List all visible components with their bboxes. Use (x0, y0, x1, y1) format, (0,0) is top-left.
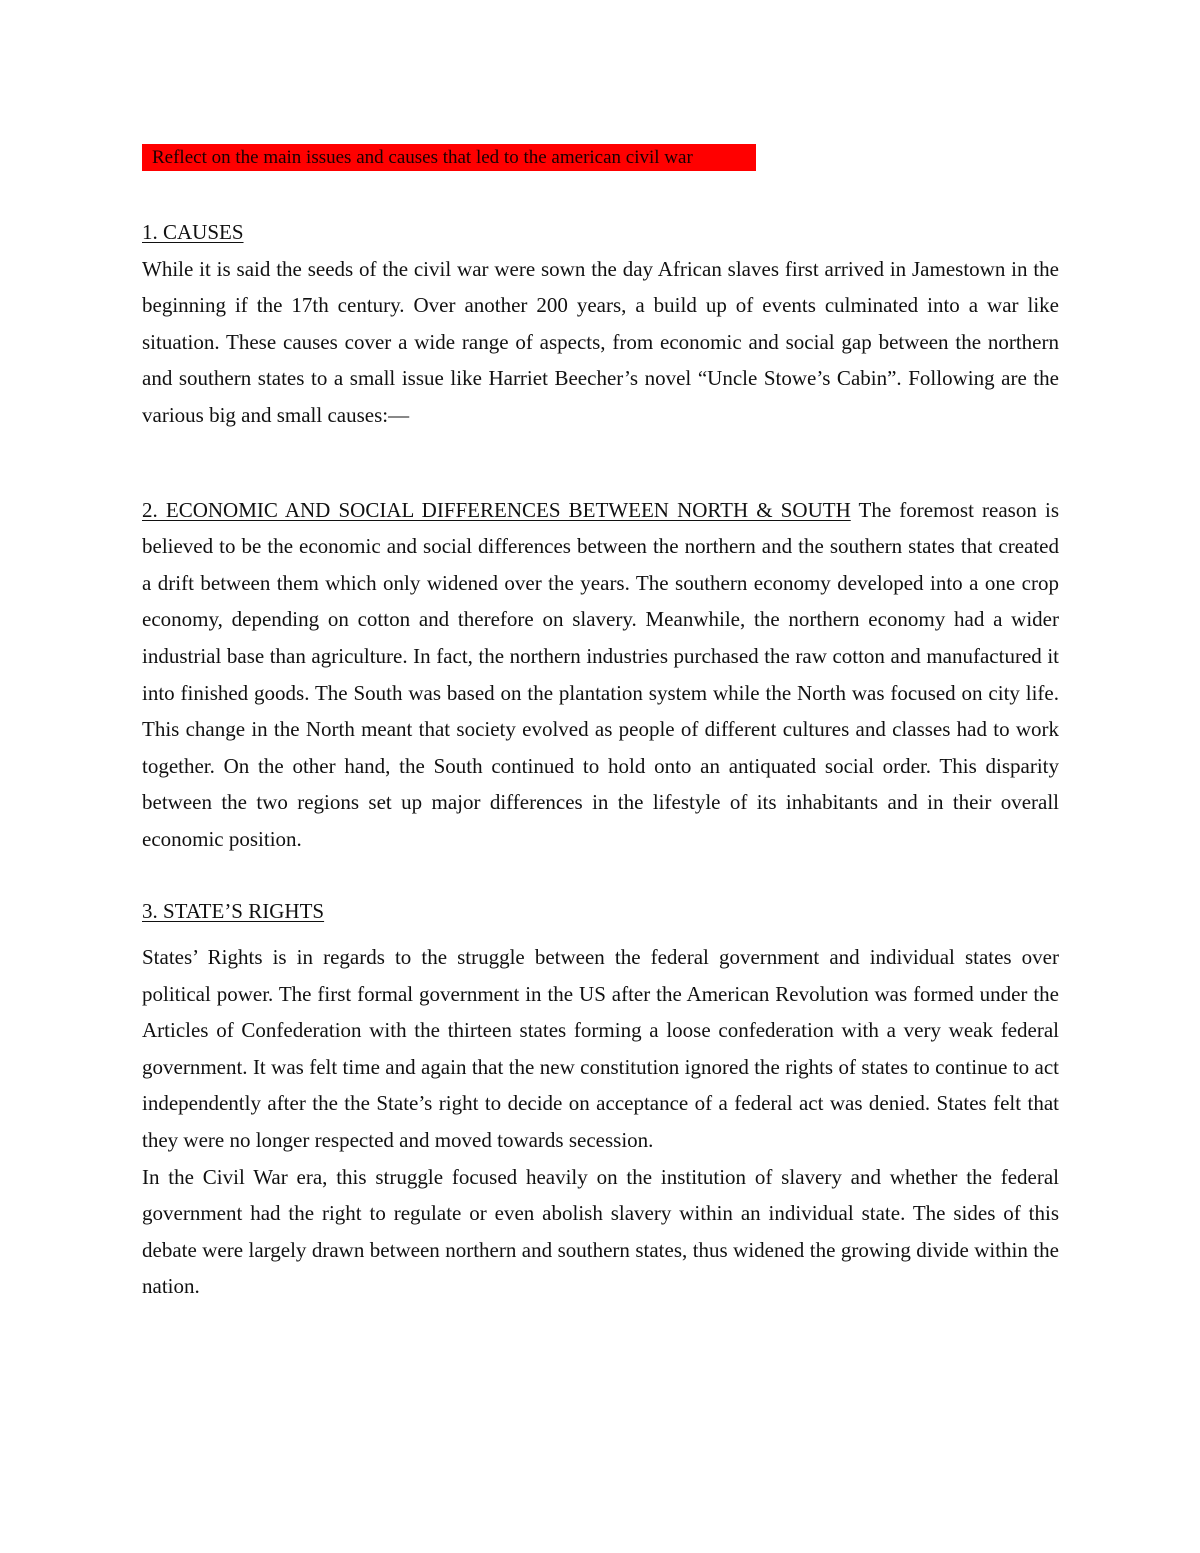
spacer (142, 434, 1059, 492)
section-text-economic: The foremost reason is believed to be the economic and social differences between the northern and the southern states that created a drift between them which only widened over the years. The southern economy developed into a one crop economy, depending on cotton and therefore on slavery. Meanwhile, the northern economy had a wider industrial base than agriculture. In fact, the northern industries purchased the raw cotton and manufactured it into finished goods. The South was based on the plantation system while the North was focused on city life. This change in the North meant that society evolved as people of different cultures and classes had to work together. On the other hand, the South continued to hold onto an antiquated social order. This disparity between the two regions set up major differences in the lifestyle of its inhabitants and in their overall economic position. (142, 497, 1059, 851)
prompt-line (142, 138, 1059, 174)
section-heading-states-rights: 3. STATE’S RIGHTS (142, 898, 325, 923)
spacer (142, 858, 1059, 893)
spacer (142, 929, 1059, 939)
document-body (142, 138, 1059, 1305)
section-paragraph-economic (142, 492, 1059, 858)
section-paragraph-causes: While it is said the seeds of the civil war were sown the day African slaves first arrived in Jamestown in the beginning if the 17th century. Over another 200 years, a build up of events culminated into a war like situation. These causes cover a wide range of aspects, from economic and social gap between the northern and southern states to a small issue like Harriet Beecher’s novel “Uncle Stowe’s Cabin”. Following are the various big and small causes:— (142, 256, 1059, 427)
section-paragraph-states-rights: States’ Rights is in regards to the struggle between the federal government and individual states over political power. The first formal government in the US after the American Revolution was formed under the Articles of Confederation with the thirteen states forming a loose confederation with a very weak federal government. It was felt time and again that the new constitution ignored the rights of states to continue to act independently after the the State’s right to decide on acceptance of a federal act was denied. States felt that they were no longer respected and moved towards secession. (142, 945, 1059, 1153)
section-paragraph-civil-war-era: In the Civil War era, this struggle focused heavily on the institution of slavery and whether the federal government had the right to regulate or even abolish slavery within an individual state. The sides of this debate were largely drawn between northern and southern states, thus widened the growing divide within the nation. (142, 1164, 1059, 1299)
spacer (142, 174, 1059, 214)
assignment-prompt: Reflect on the main issues and causes that led to the american civil war (142, 144, 756, 171)
section-heading-economic: 2. ECONOMIC AND SOCIAL DIFFERENCES BETWEEN NORTH & SOUTH (142, 497, 851, 522)
section-heading-causes: 1. CAUSES (142, 220, 244, 244)
